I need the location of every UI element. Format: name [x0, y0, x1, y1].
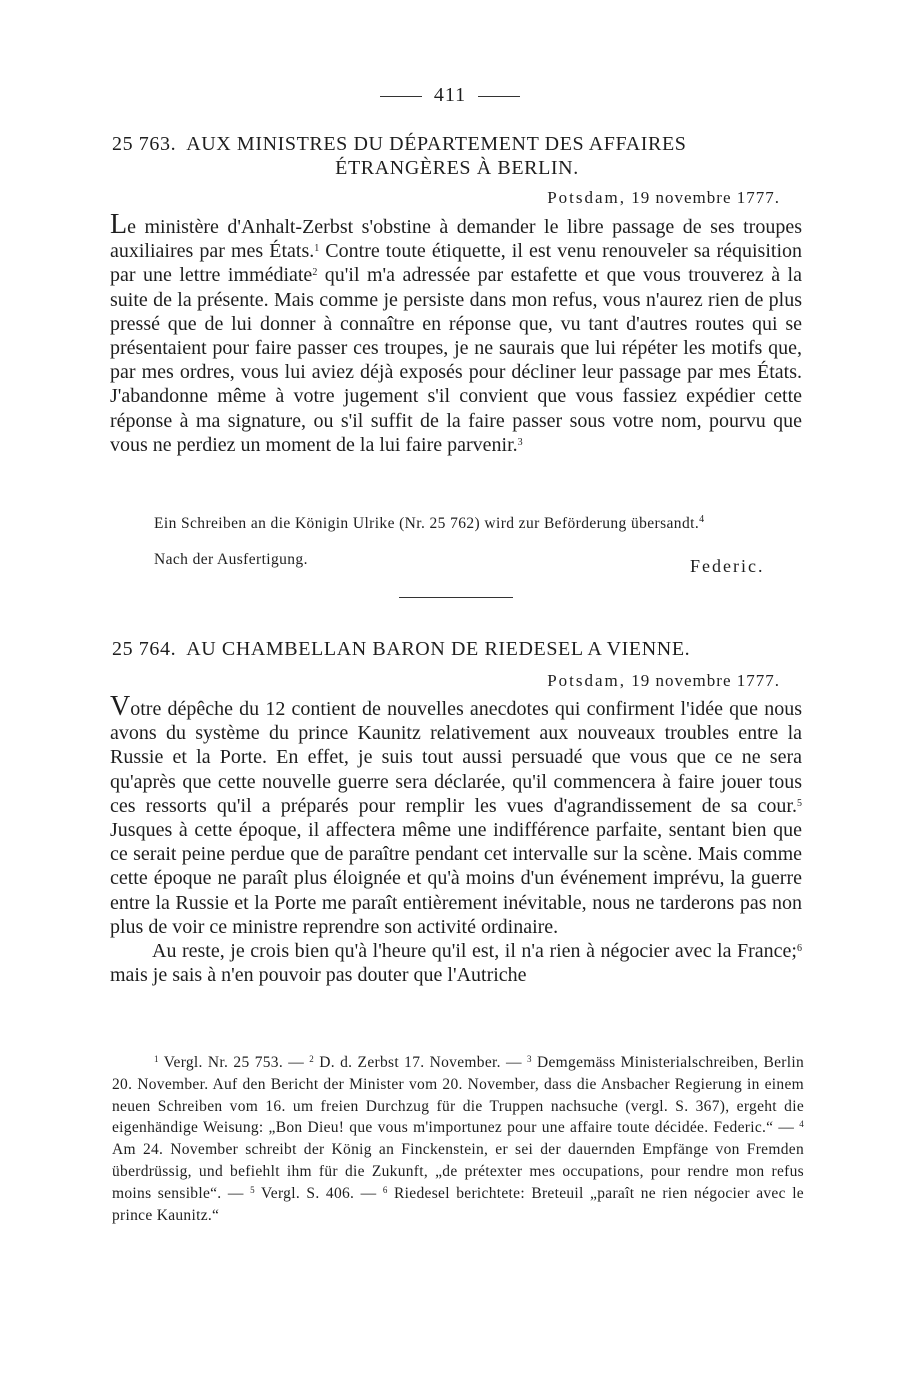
dateline-place: Potsdam,	[547, 188, 627, 207]
header-rule-left	[380, 96, 422, 97]
dateline	[547, 671, 780, 691]
dateline-place: Potsdam,	[547, 671, 627, 690]
footnote-ref: 2	[312, 267, 318, 279]
section-divider	[399, 597, 513, 598]
letter-number: 25 764.	[112, 638, 177, 660]
letter-heading-25763	[112, 132, 802, 180]
heading-line-2: ÉTRANGÈRES À BERLIN.	[335, 157, 579, 179]
body-text: Au reste, je crois bien qu'à l'heure qu'il est, il n'a rien à négocier avec la France;	[152, 940, 797, 963]
body-text: mais je sais à n'en pouvoir pas douter que l'Autriche	[110, 964, 527, 987]
footnote-text: Am 24. November schreibt der König an Finckenstein, er sei der dauernden Empfänge von Fremden überdrüssig, und befiehlt ihm für die Zukunft, „de prétexter mes occupations, pour rendre mon refus moins sensible“. —	[112, 1141, 804, 1202]
footnote-block	[112, 1052, 804, 1226]
footnote-marker: 2	[309, 1054, 315, 1064]
body-text: qu'il m'a adressée par estafette et que vous trouverez à la suite de la présente. Mais comme je persiste dans mon refus, vous n'aurez rien de plus pressé que de lui donner à connaître en réponse que, vu tant d'autres routes qui se présentaient pour faire passer ces troupes, je ne saurais que lui répéter les motifs que, par mes ordres, vous lui aviez déjà exposés pour décliner leur passage par mes États. J'abandonne même à votre jugement s'il convient que vous fassiez expédier cette réponse à ma signature, ou s'il suffit de la faire passer sous votre nom, pourvu que vous ne perdiez un moment de la lui faire parvenir.	[110, 264, 802, 456]
footnote-ref: 1	[314, 243, 320, 255]
footnote-marker: 3	[526, 1054, 532, 1064]
footnote-marker: 6	[382, 1184, 388, 1195]
letter-body-25763	[110, 209, 802, 457]
body-paragraph	[110, 691, 802, 939]
dateline-date: 19 novembre 1777.	[631, 188, 780, 207]
heading-line-1: AUX MINISTRES DU DÉPARTEMENT DES AFFAIRES	[186, 133, 687, 155]
dateline	[547, 188, 780, 208]
footnote-marker: 1	[154, 1054, 159, 1064]
drop-cap: L	[110, 209, 128, 240]
footnote-marker: 4	[799, 1119, 804, 1130]
body-text: Jusques à cette époque, il affectera même une indifférence parfaite, sentant bien que ce serait peine perdue que de paraître pendant cet intervalle sur la scène. Mais comme cette époque ne paraît plus éloignée et qu'à moins d'un événement imprévu, la guerre entre la Russie et la Porte me paraît entièrement inévitable, nous ne tarderons pas non plus de voir ce ministre reprendre son activité ordinaire.	[110, 819, 802, 938]
note-paragraph	[112, 513, 802, 535]
footnote-ref: 3	[517, 436, 523, 448]
letter-heading-25764	[112, 637, 802, 661]
letter-body-25764	[110, 691, 802, 987]
heading-line-1: AU CHAMBELLAN BARON DE RIEDESEL A VIENNE.	[186, 638, 691, 660]
footnote-text: Riedesel berichtete: Breteuil „paraît ne rien négocier avec le prince Kaunitz.“	[112, 1184, 804, 1224]
source-note: Nach der Ausfertigung.	[154, 551, 308, 568]
footnote-ref: 5	[797, 797, 802, 809]
footnote-text: Vergl. S. 406. —	[254, 1184, 383, 1202]
signature: Federic.	[690, 556, 765, 576]
dateline-date: 19 novembre 1777.	[631, 671, 780, 690]
footnote-text: Vergl. Nr. 25 753. —	[158, 1054, 310, 1071]
body-text: e ministère d'Anhalt-Zerbst s'obstine à demander le libre passage de ses troupes auxiliaires par mes États.	[110, 216, 802, 263]
footnotes	[112, 1052, 804, 1226]
drop-cap: V	[110, 691, 131, 722]
letter-number: 25 763.	[112, 133, 177, 155]
footnote-ref: 6	[797, 943, 802, 955]
page-header	[0, 84, 900, 107]
footnote-ref: 4	[699, 514, 705, 525]
page-number: 411	[433, 84, 467, 106]
body-paragraph	[110, 939, 802, 987]
footnote-marker: 5	[250, 1184, 255, 1195]
footnote-text: Demgemäss Ministerialschreiben, Berlin 20. November. Auf den Bericht der Minister vom 20. November, dass die Ansbacher Regierung in einem neuen Schreiben vom 16. um freien Durchzug für die Truppen nachsuche (vergl. S. 367), ergeht die eigenhändige Weisung: „Bon Dieu! que vous m'importunez pour une affaire toute décidée. Federic.“ —	[112, 1054, 804, 1137]
body-paragraph	[110, 209, 802, 457]
footnote-text: D. d. Zerbst 17. November. —	[314, 1054, 527, 1071]
header-rule-right	[478, 96, 520, 97]
body-text: Contre toute étiquette, il est venu renouveler sa réquisition par une lettre immédiate	[110, 240, 802, 287]
note-text: Ein Schreiben an die Königin Ulrike (Nr. 25 762) wird zur Beförderung übersandt.	[154, 515, 700, 532]
body-text: otre dépêche du 12 contient de nouvelles anecdotes qui confirment l'idée que nous avons du système du prince Kaunitz relativement aux nouveaux troubles entre la Russie et la Porte. En effet, je suis tout aussi persuadé que vous que ce ne sera qu'après que cette nouvelle guerre sera déclarée, qu'il commencera à faire jouer tous ces ressorts qu'il a préparés pour remplir les vues d'agrandissement de sa cour.	[110, 698, 802, 817]
